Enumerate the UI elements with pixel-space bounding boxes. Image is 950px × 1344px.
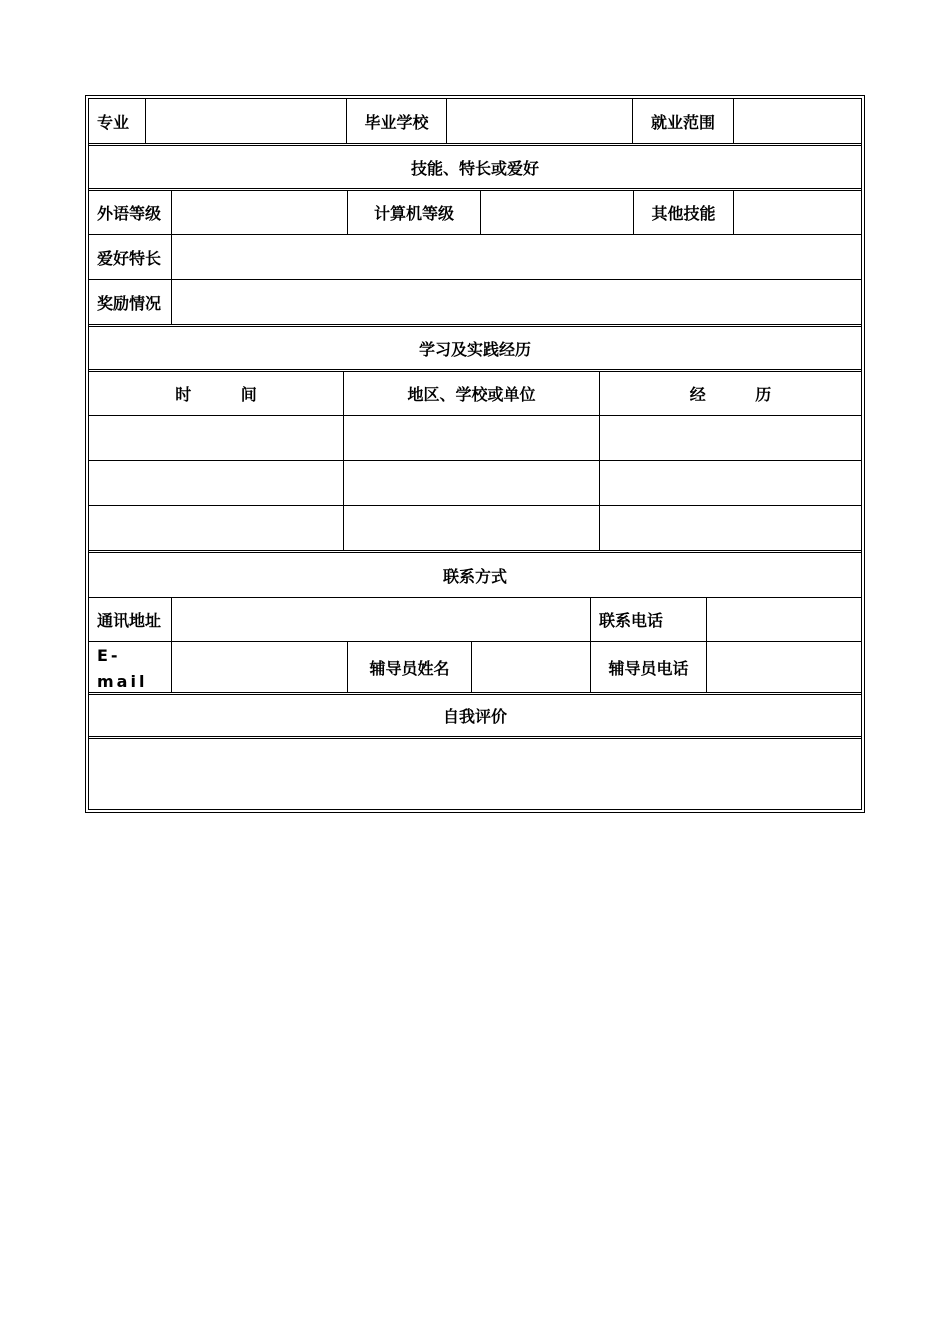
experience-place-cell[interactable] [343, 461, 599, 505]
experience-section-title [89, 327, 861, 369]
col-time-header-text: 时 间 [175, 385, 279, 404]
col-time-header [89, 372, 343, 415]
employment-value-cell[interactable] [733, 99, 861, 143]
employment-label-text: 就业范围 [650, 112, 715, 132]
awards-row [89, 280, 861, 327]
self-eval-section-header [89, 695, 861, 739]
school-label [346, 99, 446, 143]
self-eval-content-row [89, 739, 861, 809]
other-skills-label-text: 其他技能 [651, 204, 716, 223]
experience-place-cell[interactable] [343, 416, 599, 460]
self-eval-section-title [89, 695, 861, 736]
counselor-name-label [347, 642, 471, 692]
school-value-cell[interactable] [446, 99, 632, 143]
experience-header-row [89, 372, 861, 416]
hobbies-row [89, 235, 861, 280]
hobbies-label [89, 235, 171, 279]
col-place-header-text: 地区、学校或单位 [407, 385, 536, 404]
computer-level-value-cell[interactable] [480, 191, 633, 234]
hobbies-value-cell[interactable] [171, 235, 861, 279]
experience-detail-cell[interactable] [599, 506, 861, 550]
contact-section-title [89, 553, 861, 597]
major-value-cell[interactable] [145, 99, 346, 143]
table-row [89, 461, 861, 506]
email-value-cell[interactable] [171, 642, 347, 692]
phone-value-cell[interactable] [706, 598, 861, 641]
experience-place-cell[interactable] [343, 506, 599, 550]
phone-label [590, 598, 706, 641]
awards-label-text: 奖励情况 [97, 293, 162, 313]
address-row [89, 598, 861, 642]
phone-label-text: 联系电话 [599, 611, 664, 630]
awards-label [89, 280, 171, 324]
hobbies-label-text: 爱好特长 [97, 248, 162, 268]
resume-form-inner [88, 98, 862, 810]
skills-section-title-text: 技能、特长或爱好 [410, 158, 539, 178]
table-row [89, 416, 861, 461]
email-label-line1: E- [97, 646, 121, 665]
col-experience-header [599, 372, 861, 415]
computer-level-label-text: 计算机等级 [373, 204, 454, 223]
contact-section-header [89, 553, 861, 598]
table-row [89, 506, 861, 553]
experience-section-title-text: 学习及实践经历 [418, 339, 531, 359]
skills-section-title [89, 146, 861, 188]
counselor-phone-label-text: 辅导员电话 [608, 658, 689, 678]
email-label [89, 642, 171, 692]
awards-value-cell[interactable] [171, 280, 861, 324]
other-skills-value-cell[interactable] [733, 191, 861, 234]
school-label-text: 毕业学校 [364, 112, 429, 132]
basic-info-row [89, 99, 861, 146]
counselor-name-value-cell[interactable] [471, 642, 590, 692]
experience-detail-cell[interactable] [599, 416, 861, 460]
computer-level-label [347, 191, 480, 234]
email-label-block [97, 642, 147, 694]
contact-section-title-text: 联系方式 [442, 566, 507, 586]
major-label-text: 专业 [97, 112, 130, 132]
counselor-name-label-text: 辅导员姓名 [369, 658, 450, 678]
self-eval-section-title-text: 自我评价 [442, 707, 507, 726]
language-level-label [89, 191, 171, 234]
address-label-text: 通讯地址 [97, 611, 162, 630]
address-value-cell[interactable] [171, 598, 590, 641]
experience-time-cell[interactable] [89, 461, 343, 505]
skill-levels-row [89, 191, 861, 235]
language-level-label-text: 外语等级 [97, 204, 162, 223]
counselor-phone-label [590, 642, 706, 692]
skills-section-header [89, 146, 861, 191]
language-level-value-cell[interactable] [171, 191, 347, 234]
col-place-header [343, 372, 599, 415]
experience-detail-cell[interactable] [599, 461, 861, 505]
experience-section-header [89, 327, 861, 372]
col-experience-header-text: 经 历 [689, 385, 794, 404]
resume-form-table [85, 95, 865, 813]
experience-time-cell[interactable] [89, 416, 343, 460]
email-label-line2: mail [97, 672, 148, 691]
employment-label [632, 99, 733, 143]
address-label [89, 598, 171, 641]
major-label [89, 99, 145, 143]
email-row [89, 642, 861, 695]
experience-time-cell[interactable] [89, 506, 343, 550]
self-eval-value-cell[interactable] [89, 739, 861, 809]
other-skills-label [633, 191, 733, 234]
counselor-phone-value-cell[interactable] [706, 642, 861, 692]
